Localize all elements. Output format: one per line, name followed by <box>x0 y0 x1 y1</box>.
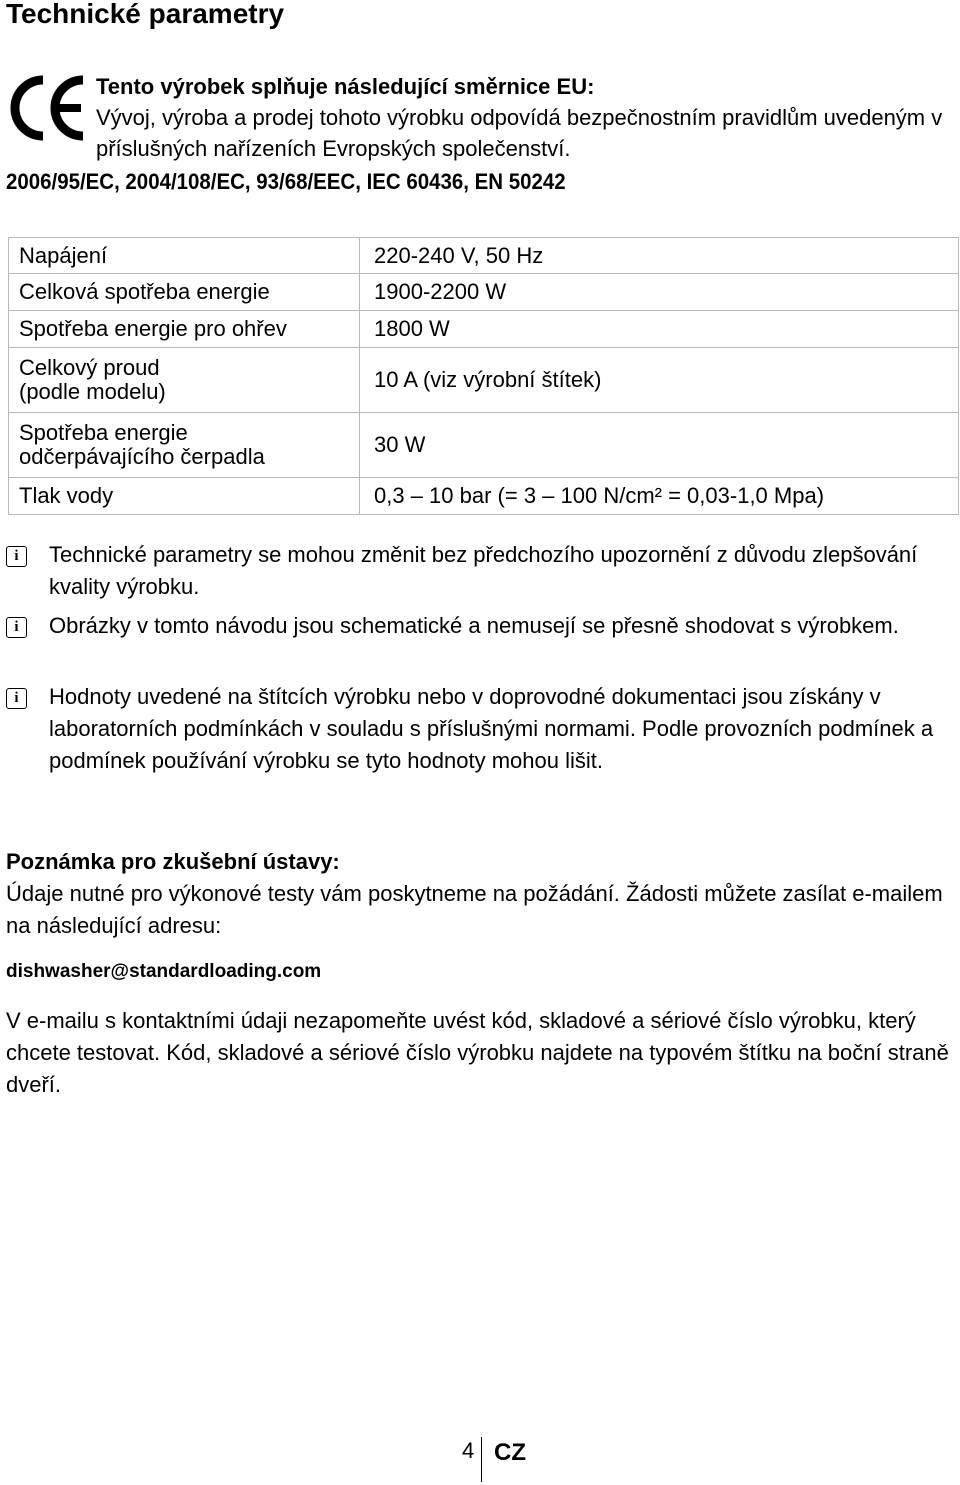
ce-mark-icon <box>5 72 89 144</box>
param-label: Tlak vody <box>9 478 360 515</box>
param-value: 1900-2200 W <box>360 274 959 311</box>
footer-divider <box>481 1437 482 1482</box>
page-title: Technické parametry <box>6 0 285 29</box>
param-value: 220-240 V, 50 Hz <box>360 238 959 274</box>
table-row <box>9 274 959 311</box>
note-text: Obrázky v tomto návodu jsou schematické a nemusejí se přesně shodovat s výrobkem. <box>49 613 899 638</box>
table-row <box>9 238 959 274</box>
param-value: 30 W <box>360 413 959 478</box>
param-value: 10 A (viz výrobní štítek) <box>360 348 959 413</box>
info-icon: i <box>6 688 27 709</box>
info-icon: i <box>6 546 27 567</box>
contact-email[interactable]: dishwasher@standardloading.com <box>6 961 322 982</box>
param-value: 0,3 – 10 bar (= 3 – 100 N/cm² = 0,03-1,0 Mpa) <box>360 478 959 515</box>
page-number: 4 <box>462 1438 475 1463</box>
testing-note-heading: Poznámka pro zkušební ústavy: <box>6 849 340 874</box>
note-text: Technické parametry se mohou změnit bez předchozího upozornění z důvodu zlepšování kvality výrobku. <box>49 542 918 599</box>
table-row <box>9 311 959 348</box>
param-label: Celkový proud (podle modelu) <box>9 348 360 413</box>
info-icon: i <box>6 617 27 638</box>
email-instructions: V e-mailu s kontaktními údaji nezapomeňte uvést kód, skladové a sériové číslo výrobku, který chcete testovat. Kód, skladové a sériové číslo výrobku najdete na typovém štítku na boční straně dveří. <box>6 1008 949 1097</box>
note-item <box>6 610 958 642</box>
technical-parameters-table <box>8 237 959 515</box>
note-item <box>6 681 958 777</box>
param-label: Spotřeba energie odčerpávajícího čerpadla <box>9 413 360 478</box>
table-row <box>9 478 959 515</box>
table-row <box>9 348 959 413</box>
note-text: Hodnoty uvedené na štítcích výrobku nebo v doprovodné dokumentaci jsou získány v laboratorních podmínkách v souladu s příslušnými normami. Podle provozních podmínek a podmínek používání výrobku se tyto hodnoty mohou lišit. <box>49 684 934 773</box>
param-value: 1800 W <box>360 311 959 348</box>
directive-heading: Tento výrobek splňuje následující směrnice EU: <box>96 74 595 99</box>
table-row <box>9 413 959 478</box>
param-label: Napájení <box>9 238 360 274</box>
note-item <box>6 539 958 603</box>
testing-note-text: Údaje nutné pro výkonové testy vám poskytneme na požádání. Žádosti můžete zasílat e-mailem na následující adresu: <box>6 881 943 938</box>
language-code: CZ <box>494 1439 526 1466</box>
param-label: Celková spotřeba energie <box>9 274 360 311</box>
param-label: Spotřeba energie pro ohřev <box>9 311 360 348</box>
directive-text: Vývoj, výroba a prodej tohoto výrobku odpovídá bezpečnostním pravidlům uvedeným v příslušných nařízeních Evropských společenství. <box>96 105 943 161</box>
standards-list: 2006/95/EC, 2004/108/EC, 93/68/EEC, IEC 60436, EN 50242 <box>6 169 566 194</box>
